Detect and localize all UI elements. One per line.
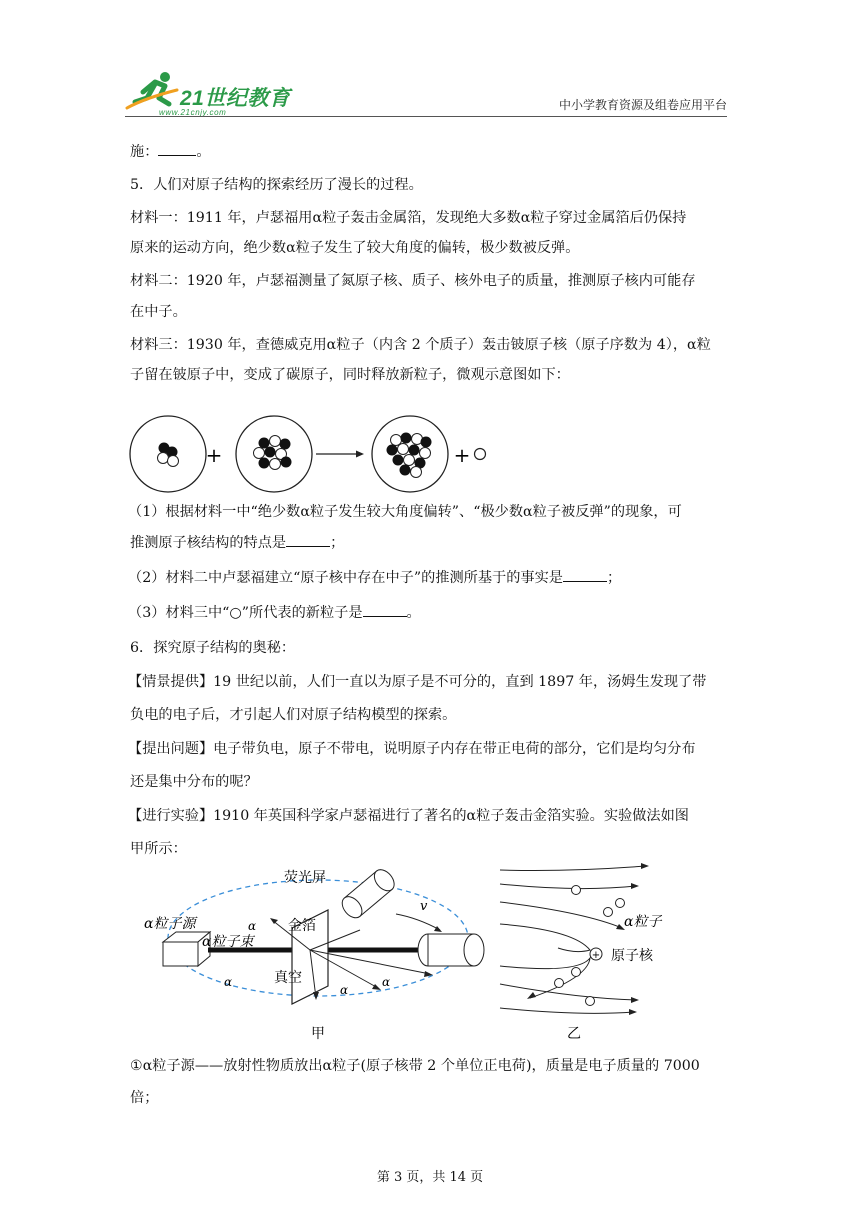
alpha-particle-atom [130, 416, 206, 492]
question-5-3 [128, 603, 421, 623]
material-2: 材料二：1920 年，卢瑟福测量了氮原子核、质子、核外电子的质量，推测原子核内可能存 [130, 273, 696, 289]
source-label: α粒子源 [144, 916, 196, 932]
text-fragment: ； [330, 535, 345, 551]
question-raised: 【提出问题】电子带负电，原子不带电，说明原子内存在带正电荷的部分，它们是均匀分布 [128, 741, 696, 757]
material-1: 材料一：1911 年，卢瑟福用α粒子轰击金属箔，发现绝大多数α粒子穿过金属箔后仍保持 [130, 210, 687, 226]
logo-text: 21世纪教育 [180, 87, 291, 110]
question-5-1-cont [130, 533, 344, 553]
page-number: 第 3 页，共 14 页 [376, 1170, 484, 1185]
velocity-label: v [420, 899, 428, 914]
alpha-particle-label: α粒子 [624, 914, 662, 930]
scenario-cont: 负电的电子后，才引起人们对原子结构模型的探索。 [130, 707, 457, 723]
screen-label: 荧光屏 [284, 870, 326, 886]
answer-blank [286, 533, 330, 547]
vacuum-label: 真空 [274, 970, 302, 986]
plus-sign: + [453, 443, 471, 467]
question-5-2 [128, 568, 621, 588]
experiment: 【进行实验】1910 年英国科学家卢瑟福进行了著名的α粒子轰击金箔实验。实验做法如图 [128, 808, 689, 824]
material-1-cont: 原来的运动方向，绝少数α粒子发生了较大角度的偏转，极少数被反弹。 [130, 240, 580, 256]
page-header [125, 62, 727, 118]
answer-blank [158, 142, 196, 156]
scenario: 【情景提供】19 世纪以前，人们一直以为原子是不可分的，直到 1897 年，汤姆生发现了带 [128, 674, 707, 690]
header-divider [125, 116, 727, 117]
note-1-cont: 倍； [130, 1090, 159, 1106]
figure-a-apparatus [144, 866, 484, 1042]
question-5-1: （1）根据材料一中“绝少数α粒子发生较大角度偏转”、“极少数α粒子被反弹”的现象，可 [128, 504, 682, 520]
note-1: ①α粒子源——放射性物质放出α粒子(原子核带 2 个单位正电荷)，质量是电子质量的 7000 [130, 1058, 700, 1074]
question-5-title: 5．人们对原子结构的探索经历了漫长的过程。 [130, 177, 423, 193]
nucleus-charge: + [591, 950, 601, 961]
reaction-diagram [128, 408, 498, 500]
question-raised-cont: 还是集中分布的呢？ [130, 774, 258, 790]
alpha-label: α [340, 983, 349, 997]
figure-b-caption: 乙 [567, 1026, 581, 1042]
text-fragment: 。 [196, 144, 211, 160]
logo-url: www.21cnjy.com [159, 108, 227, 117]
material-2-cont: 在中子。 [130, 304, 187, 320]
text-fragment: 。 [406, 605, 421, 621]
plus-sign: + [205, 443, 223, 467]
neutron-particle [475, 449, 486, 460]
text-line [130, 142, 211, 162]
beryllium-atom [236, 416, 312, 492]
question-6-title: 6．探究原子结构的奥秘： [130, 640, 296, 656]
figure-b-scattering [500, 863, 662, 1042]
alpha-label: α [224, 975, 233, 989]
text-fragment: 施： [130, 144, 159, 160]
alpha-label: α [248, 919, 257, 933]
carbon-atom [372, 416, 448, 492]
site-logo [125, 68, 295, 118]
answer-blank [363, 603, 407, 617]
nucleus-label: 原子核 [611, 948, 653, 964]
text-fragment: （2）材料二中卢瑟福建立“原子核中存在中子”的推测所基于的事实是 [128, 570, 563, 586]
alpha-label: α [382, 975, 391, 989]
material-3: 材料三：1930 年，查德威克用α粒子（内含 2 个质子）轰击铍原子核（原子序数为 4），α粒 [130, 337, 711, 353]
platform-name: 中小学教育资源及组卷应用平台 [558, 98, 727, 112]
text-fragment: 推测原子核结构的特点是 [130, 535, 287, 551]
answer-blank [563, 568, 607, 582]
foil-label: 金箔 [288, 918, 316, 934]
text-fragment: ； [606, 570, 622, 586]
experiment-figure [128, 858, 768, 1048]
beam-label: α粒子束 [202, 934, 254, 950]
experiment-cont: 甲所示： [130, 841, 187, 857]
text-fragment: （3）材料三中“○”所代表的新粒子是 [128, 605, 363, 621]
material-3-cont: 子留在铍原子中，变成了碳原子，同时释放新粒子，微观示意图如下： [130, 367, 570, 383]
figure-a-caption: 甲 [311, 1026, 325, 1042]
